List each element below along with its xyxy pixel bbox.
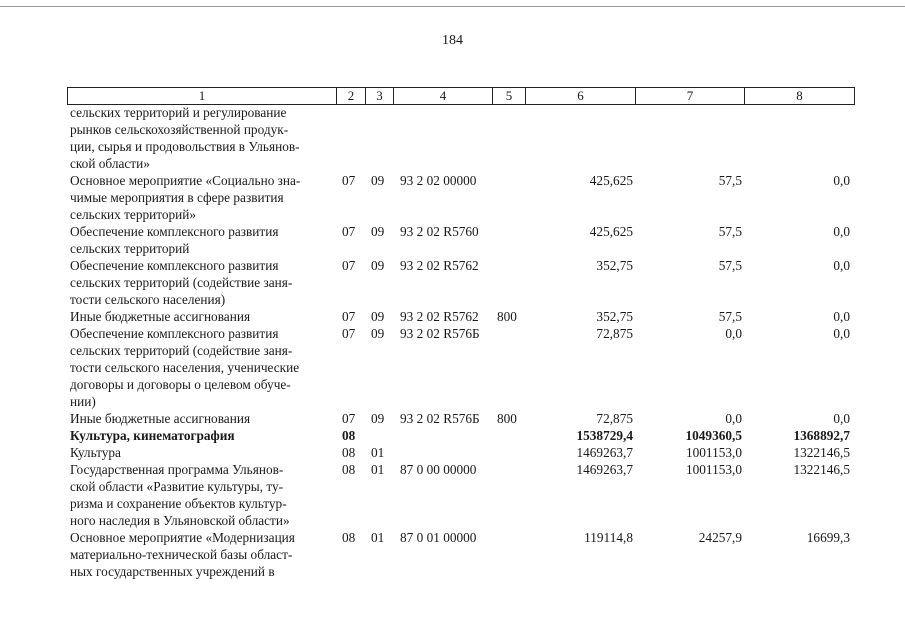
page-number: 184 — [442, 33, 463, 48]
header-col-8: 8 — [796, 88, 803, 103]
row-amount-year-3: 0,0 — [833, 258, 850, 273]
header-col-5: 5 — [493, 88, 526, 104]
table-row — [0, 223, 905, 257]
row-subsection: 09 — [371, 258, 385, 273]
row-description: Основное мероприятие «Модернизация материально-технической базы област- ных государственных учреждений в — [70, 530, 295, 579]
row-description: Иные бюджетные ассигнования — [70, 411, 251, 426]
row-amount-year-1: 425,625 — [589, 173, 633, 188]
row-target-article: 93 2 02 R576Б — [400, 411, 480, 426]
header-col-1: 1 — [68, 88, 337, 104]
row-subsection: 09 — [371, 326, 385, 341]
row-target-article: 93 2 02 00000 — [400, 173, 477, 188]
row-amount-year-2: 1049360,5 — [685, 428, 742, 443]
row-description: Обеспечение комплексного развития сельских территорий (содействие заня- тости сельского населения) — [70, 258, 293, 307]
row-subsection: 01 — [371, 462, 385, 477]
table-header — [67, 87, 855, 105]
row-section: 07 — [342, 258, 356, 273]
row-target-article: 93 2 02 R5762 — [400, 309, 479, 324]
table-body — [0, 104, 905, 580]
row-amount-year-1: 1469263,7 — [576, 445, 633, 460]
top-scan-edge — [0, 6, 905, 7]
row-description: Государственная программа Ульянов- ской области «Развитие культуры, ту- ризма и сохранение объектов культур- ного наследия в Ульяновской области» — [70, 462, 290, 528]
table-row — [0, 444, 905, 461]
row-amount-year-1: 72,875 — [596, 411, 633, 426]
row-section: 08 — [342, 445, 356, 460]
row-amount-year-1: 352,75 — [596, 309, 633, 324]
row-amount-year-3: 16699,3 — [806, 530, 850, 545]
header-col-3: 3 — [366, 88, 394, 104]
row-amount-year-2: 57,5 — [718, 173, 742, 188]
row-target-article: 87 0 00 00000 — [400, 462, 477, 477]
row-section: 07 — [342, 309, 356, 324]
row-amount-year-2: 1001153,0 — [685, 462, 742, 477]
row-amount-year-1: 352,75 — [596, 258, 633, 273]
row-amount-year-1: 119114,8 — [584, 530, 633, 545]
table-row — [0, 410, 905, 427]
row-description: сельских территорий и регулирование рынков сельскохозяйственной продук- ции, сырья и продовольствия в Ульянов- ской области» — [70, 105, 300, 171]
row-section: 07 — [342, 326, 356, 341]
header-col-7: 7 — [636, 88, 745, 104]
table-row — [0, 427, 905, 444]
row-section: 07 — [342, 173, 356, 188]
row-amount-year-3: 1368892,7 — [793, 428, 850, 443]
row-amount-year-2: 57,5 — [718, 258, 742, 273]
row-amount-year-3: 1322146,5 — [793, 445, 850, 460]
header-col-2: 2 — [337, 88, 366, 104]
row-amount-year-2: 57,5 — [718, 309, 742, 324]
row-amount-year-1: 425,625 — [589, 224, 633, 239]
row-subsection: 01 — [371, 445, 385, 460]
row-section: 07 — [342, 224, 356, 239]
row-target-article: 93 2 02 R5762 — [400, 258, 479, 273]
row-amount-year-1: 1538729,4 — [576, 428, 633, 443]
row-description: Основное мероприятие «Социально зна- чимые мероприятия в сфере развития сельских территорий» — [70, 173, 301, 222]
row-amount-year-2: 57,5 — [718, 224, 742, 239]
row-amount-year-2: 1001153,0 — [685, 445, 742, 460]
row-description: Культура, кинематография — [70, 428, 235, 443]
row-description: Обеспечение комплексного развития сельских территорий (содействие заня- тости сельского населения, ученические договоры и договоры о целевом обуче- нии) — [70, 326, 300, 409]
row-description: Иные бюджетные ассигнования — [70, 309, 251, 324]
row-amount-year-2: 0,0 — [725, 326, 742, 341]
table-row — [0, 104, 905, 172]
row-amount-year-2: 0,0 — [725, 411, 742, 426]
header-col-4: 4 — [394, 88, 493, 104]
table-row — [0, 257, 905, 308]
row-subsection: 09 — [371, 309, 385, 324]
row-section: 08 — [342, 428, 356, 443]
row-target-article: 93 2 02 R5760 — [400, 224, 479, 239]
row-amount-year-3: 1322146,5 — [793, 462, 850, 477]
row-amount-year-3: 0,0 — [833, 224, 850, 239]
header-col-6: 6 — [526, 88, 636, 104]
row-subsection: 09 — [371, 173, 385, 188]
table-row — [0, 172, 905, 223]
row-amount-year-3: 0,0 — [833, 309, 850, 324]
row-description: Обеспечение комплексного развития сельских территорий — [70, 224, 279, 256]
table-row — [0, 325, 905, 410]
row-expense-type: 800 — [497, 411, 517, 426]
row-amount-year-1: 72,875 — [596, 326, 633, 341]
row-subsection: 09 — [371, 224, 385, 239]
row-target-article: 87 0 01 00000 — [400, 530, 477, 545]
row-subsection: 01 — [371, 530, 385, 545]
row-expense-type: 800 — [497, 309, 517, 324]
row-amount-year-1: 1469263,7 — [576, 462, 633, 477]
row-amount-year-3: 0,0 — [833, 411, 850, 426]
row-description: Культура — [70, 445, 121, 460]
row-section: 08 — [342, 530, 356, 545]
row-amount-year-3: 0,0 — [833, 173, 850, 188]
table-row — [0, 529, 905, 580]
row-section: 07 — [342, 411, 356, 426]
table-row — [0, 461, 905, 529]
row-amount-year-2: 24257,9 — [698, 530, 742, 545]
row-target-article: 93 2 02 R576Б — [400, 326, 480, 341]
row-section: 08 — [342, 462, 356, 477]
row-subsection: 09 — [371, 411, 385, 426]
table-row — [0, 308, 905, 325]
row-amount-year-3: 0,0 — [833, 326, 850, 341]
